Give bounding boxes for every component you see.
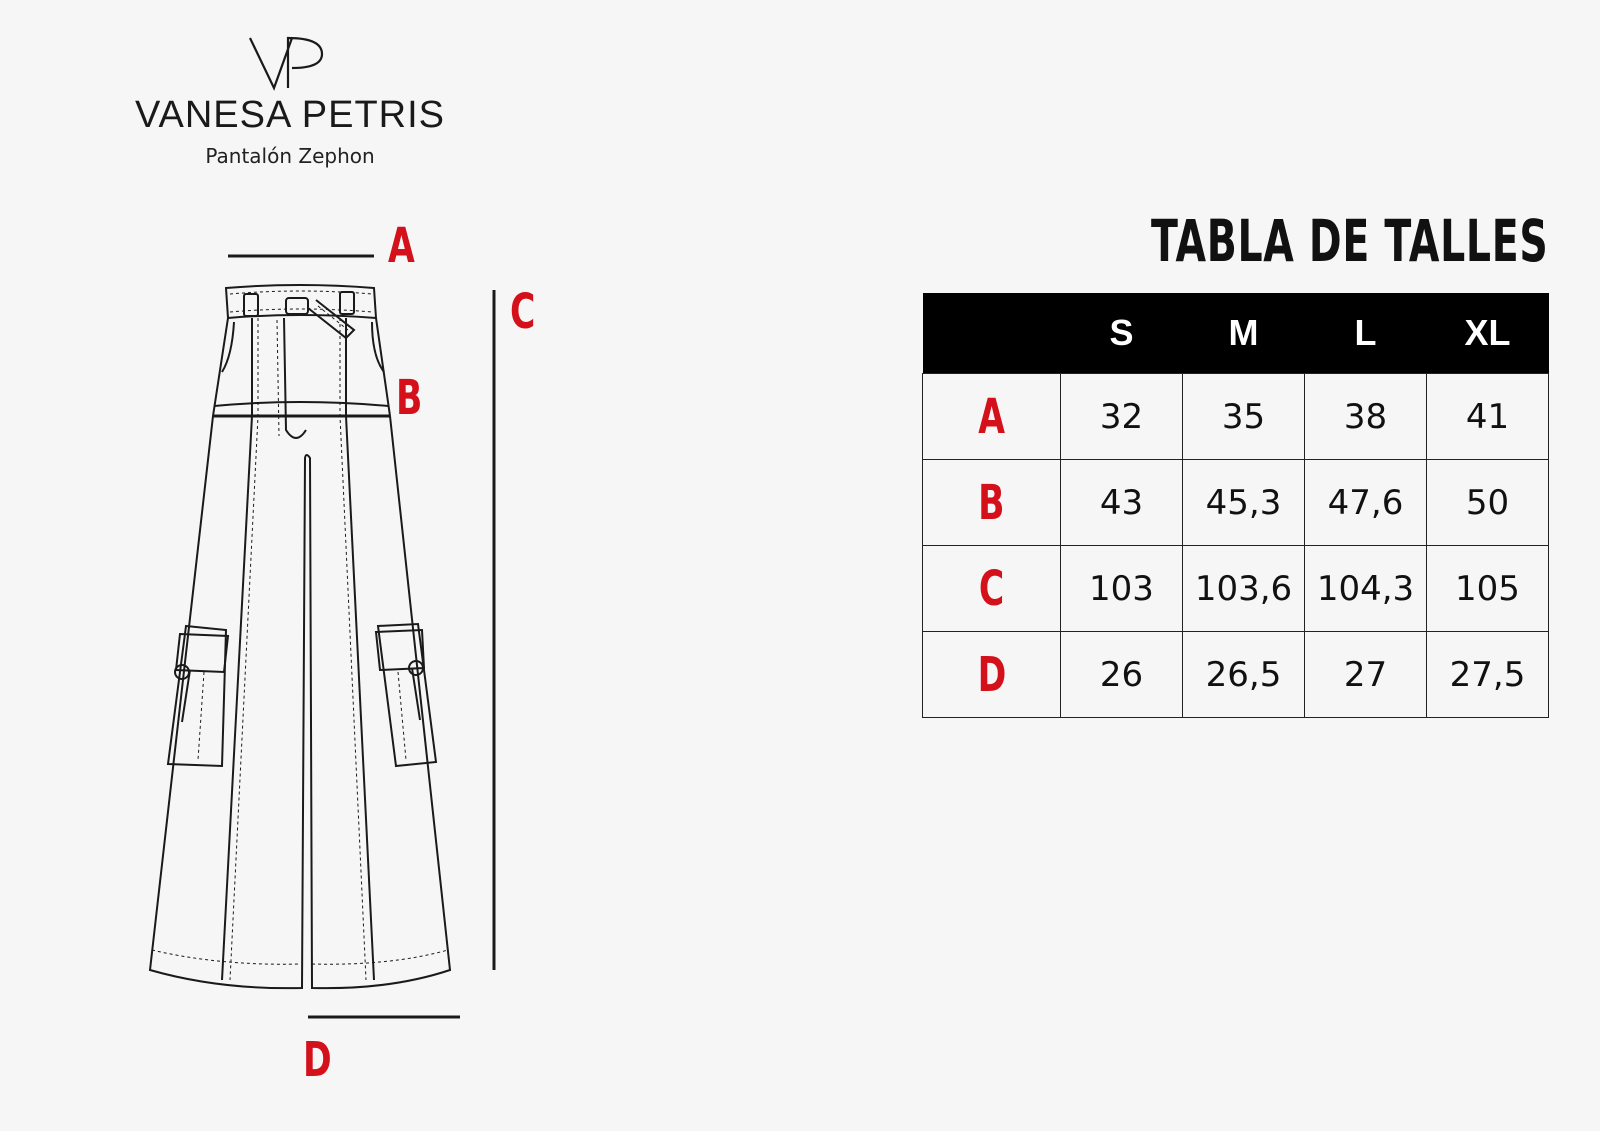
table-cell: 27 [1305, 632, 1427, 718]
header-corner [923, 293, 1061, 374]
row-label: A [923, 374, 1061, 460]
table-row [923, 632, 1549, 718]
table-row [923, 374, 1549, 460]
brand-name: VANESA PETRIS [134, 94, 446, 136]
table-cell: 38 [1305, 374, 1427, 460]
measure-label-d: D [303, 1032, 332, 1088]
table-cell: 26,5 [1183, 632, 1305, 718]
table-cell: 105 [1427, 546, 1549, 632]
table-cell: 35 [1183, 374, 1305, 460]
table-cell: 27,5 [1427, 632, 1549, 718]
table-cell: 26 [1061, 632, 1183, 718]
table-cell: 104,3 [1305, 546, 1427, 632]
table-row [923, 460, 1549, 546]
table-cell: 45,3 [1183, 460, 1305, 546]
table-row [923, 546, 1549, 632]
row-label: B [923, 460, 1061, 546]
measure-label-c: C [510, 284, 536, 340]
product-name: Pantalón Zephon [205, 144, 375, 168]
table-cell: 47,6 [1305, 460, 1427, 546]
table-cell: 50 [1427, 460, 1549, 546]
table-cell: 103 [1061, 546, 1183, 632]
header-size-m: M [1183, 293, 1305, 374]
size-table-header-row [923, 293, 1549, 374]
header-size-l: L [1305, 293, 1427, 374]
table-cell: 43 [1061, 460, 1183, 546]
table-cell: 41 [1427, 374, 1549, 460]
measure-label-a: A [388, 218, 415, 274]
row-label: C [923, 546, 1061, 632]
pants-technical-drawing [0, 0, 640, 1131]
header-size-s: S [1061, 293, 1183, 374]
table-cell: 32 [1061, 374, 1183, 460]
size-table-title: TABLA DE TALLES [1150, 207, 1548, 275]
row-label: D [923, 632, 1061, 718]
header-size-xl: XL [1427, 293, 1549, 374]
size-table [922, 293, 1549, 718]
table-cell: 103,6 [1183, 546, 1305, 632]
measure-label-b: B [396, 370, 423, 426]
